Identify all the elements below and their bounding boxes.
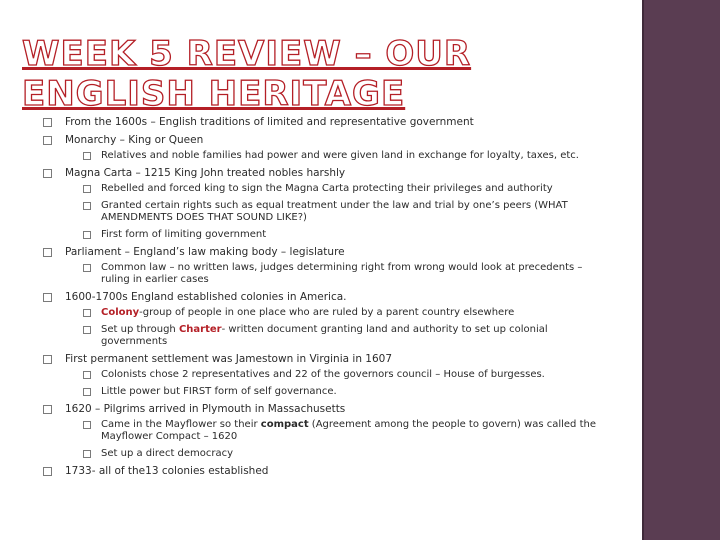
bullet-item	[43, 465, 613, 478]
square-bullet-icon	[43, 169, 52, 178]
sub-bullet-item	[83, 419, 613, 443]
square-bullet-icon	[43, 355, 52, 364]
term-compact: compact	[260, 419, 309, 430]
sub-bullet-text: Colonists chose 2 representatives and 22 of the governors council – House of burgesses.	[101, 369, 545, 380]
square-bullet-icon	[83, 231, 91, 239]
bullet-item	[43, 291, 613, 348]
bullet-text: 1600-1700s England established colonies in America.	[65, 291, 347, 303]
square-bullet-icon	[83, 450, 91, 458]
sub-bullet-item	[83, 229, 613, 241]
sub-bullet-item	[83, 448, 613, 460]
sub-bullet-text: Common law – no written laws, judges determining right from wrong would look at precedents – ruling in earlier cases	[101, 262, 583, 285]
sub-bullet-item	[83, 262, 613, 286]
square-bullet-icon	[83, 326, 91, 334]
sub-bullet-text: Little power but FIRST form of self governance.	[101, 386, 337, 397]
square-bullet-icon	[83, 152, 91, 160]
bullet-item	[43, 167, 613, 241]
sidebar-divider	[642, 0, 644, 540]
square-bullet-icon	[43, 293, 52, 302]
sub-bullet-item	[83, 386, 613, 398]
slide-title: WEEK 5 REVIEW – OUR ENGLISH HERITAGE	[22, 34, 472, 114]
square-bullet-icon	[83, 185, 91, 193]
bullet-text: Magna Carta – 1215 King John treated nobles harshly	[65, 167, 346, 179]
bullet-text: First permanent settlement was Jamestown in Virginia in 1607	[65, 353, 393, 365]
square-bullet-icon	[43, 248, 52, 257]
square-bullet-icon	[43, 405, 52, 414]
sub-bullet-text: Set up through	[101, 324, 179, 335]
term-colony: Colony	[101, 307, 140, 318]
bullet-item	[43, 403, 613, 460]
square-bullet-icon	[43, 136, 52, 145]
bullet-item	[43, 116, 613, 129]
square-bullet-icon	[83, 309, 91, 317]
sub-bullet-item	[83, 200, 613, 224]
decorative-sidebar	[642, 0, 720, 540]
sub-bullet-text: First form of limiting government	[101, 229, 267, 240]
sub-bullet-item	[83, 307, 613, 319]
square-bullet-icon	[43, 118, 52, 127]
bullet-text: Monarchy – King or Queen	[65, 134, 204, 146]
term-charter: Charter	[178, 324, 222, 335]
square-bullet-icon	[43, 467, 52, 476]
square-bullet-icon	[83, 264, 91, 272]
sub-bullet-text: Granted certain rights such as equal treatment under the law and trial by one’s peers (WHAT AMENDMENTS DOES THAT SOUND LIKE?)	[101, 200, 568, 223]
sub-bullet-text: (Agreement among the people to govern) was called the Mayflower Compact – 1620	[101, 419, 596, 442]
sub-bullet-text: Rebelled and forced king to sign the Magna Carta protecting their privileges and authority	[101, 183, 553, 194]
bullet-item	[43, 353, 613, 398]
sub-bullet-item	[83, 369, 613, 381]
square-bullet-icon	[83, 388, 91, 396]
sub-bullet-item	[83, 324, 613, 348]
bullet-text: 1733- all of the13 colonies established	[65, 465, 269, 477]
sub-bullet-item	[83, 150, 613, 162]
square-bullet-icon	[83, 202, 91, 210]
bullet-text: 1620 – Pilgrims arrived in Plymouth in Massachusetts	[65, 403, 346, 415]
sub-bullet-text: -group of people in one place who are ruled by a parent country elsewhere	[139, 307, 515, 318]
sub-bullet-text: Relatives and noble families had power and were given land in exchange for loyalty, taxes, etc.	[101, 150, 579, 161]
sub-bullet-item	[83, 183, 613, 195]
bullet-text: Parliament – England’s law making body – legislature	[65, 246, 345, 258]
bullet-text: From the 1600s – English traditions of limited and representative government	[65, 116, 474, 128]
sub-bullet-text: Came in the Mayflower so their	[101, 419, 261, 430]
square-bullet-icon	[83, 421, 91, 429]
sub-bullet-text: - written document granting land and authority to set up colonial governments	[101, 324, 548, 347]
sub-bullet-text: Set up a direct democracy	[101, 448, 234, 459]
bullet-item	[43, 134, 613, 162]
bullet-list	[43, 116, 613, 483]
square-bullet-icon	[83, 371, 91, 379]
bullet-item	[43, 246, 613, 286]
